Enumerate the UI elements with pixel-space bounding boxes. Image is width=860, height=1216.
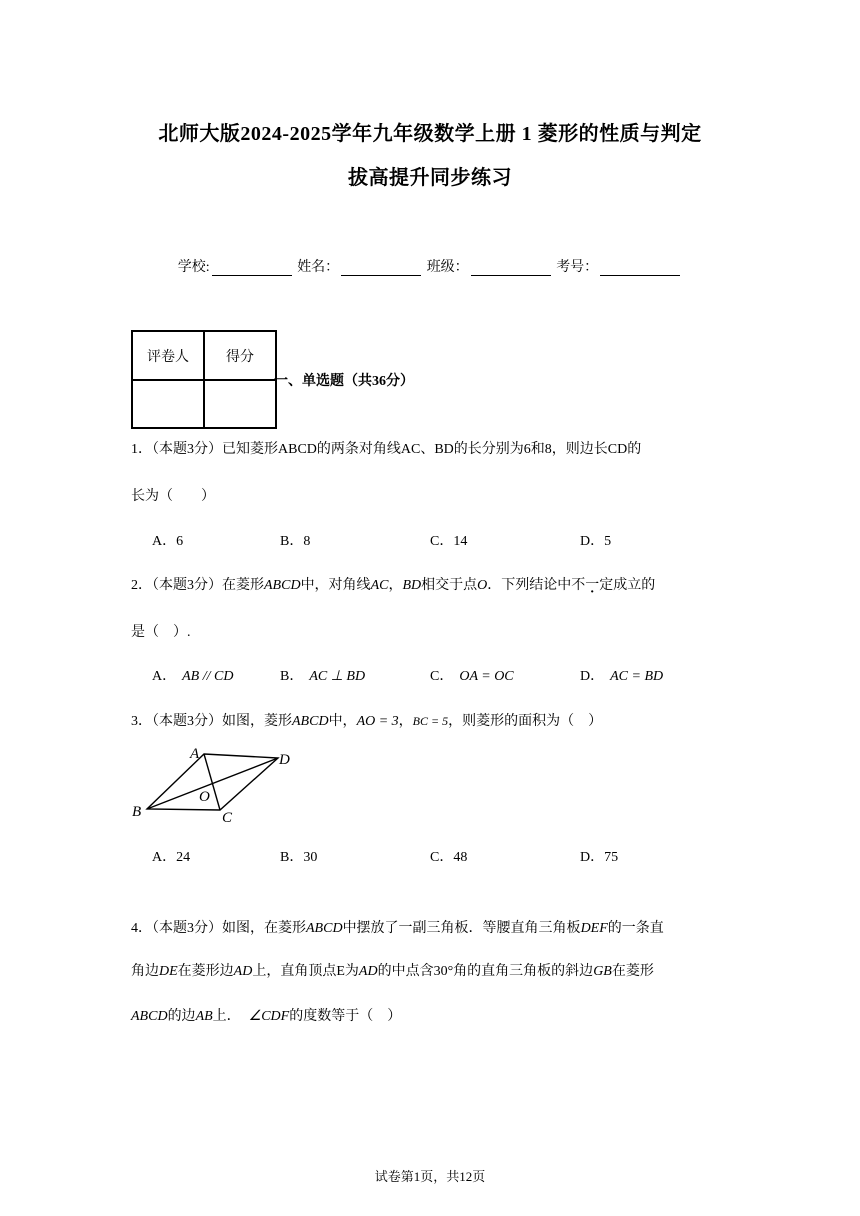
question-text: ．下列结论中 xyxy=(487,578,572,593)
school-blank[interactable] xyxy=(212,261,292,276)
question-text: 的边 xyxy=(167,1009,196,1024)
q3-option-a[interactable]: A．24 xyxy=(152,850,191,865)
question-text: 在菱形 xyxy=(222,578,264,593)
student-info-row xyxy=(0,256,860,276)
question-number: 1． xyxy=(131,442,152,457)
question-points: （本题3分） xyxy=(152,442,222,457)
diagonal-bd xyxy=(147,758,278,809)
math-bd: BD xyxy=(402,578,422,593)
q2-option-b[interactable] xyxy=(280,665,365,685)
question-1 xyxy=(131,440,741,460)
option-label: C． xyxy=(430,669,454,684)
question-text: 上，直角顶点E为 xyxy=(252,964,359,979)
class-label: 班级： xyxy=(426,260,469,275)
question-number: 4． xyxy=(131,921,152,936)
question-number: 2． xyxy=(131,578,152,593)
q1-option-c[interactable]: C．14 xyxy=(430,534,468,549)
label-a: A xyxy=(190,746,200,762)
question-4-line2 xyxy=(131,962,741,982)
question-text: 成立的 xyxy=(613,578,656,593)
question-3 xyxy=(131,711,741,732)
name-label: 姓名： xyxy=(297,260,340,275)
question-2 xyxy=(131,576,741,596)
section-heading: 一、单选题（共36分） xyxy=(274,374,414,389)
page-footer: 试卷第1页，共12页 xyxy=(374,1169,486,1184)
question-text: 的度数等于（ ） xyxy=(289,1009,402,1024)
option-expr: OA = OC xyxy=(459,669,514,684)
option-expr: AB // CD xyxy=(182,669,234,684)
question-text: 在菱形 xyxy=(611,964,654,979)
question-text: 如图，在菱形 xyxy=(222,921,306,936)
option-label: D． xyxy=(580,669,605,684)
name-blank[interactable] xyxy=(341,261,421,276)
question-text: 上． xyxy=(212,1009,241,1024)
score-cell[interactable] xyxy=(204,380,276,428)
math-o: O xyxy=(477,578,488,593)
math-abcd: ABCD xyxy=(264,578,301,593)
question-text: 已知菱形ABCD的两条对角线AC、BD的长分别为6和8，则边长CD的 xyxy=(222,442,642,457)
question-text: ， xyxy=(388,578,403,593)
rhombus-figure xyxy=(128,742,298,827)
q2-option-a[interactable] xyxy=(152,665,233,685)
label-o: O xyxy=(199,789,210,805)
question-text: ， xyxy=(398,714,413,729)
question-points: （本题3分） xyxy=(152,578,222,593)
label-b: B xyxy=(132,804,142,820)
score-header: 得分 xyxy=(204,331,276,380)
math-abcd: ABCD xyxy=(306,921,343,936)
math-ao: AO = 3 xyxy=(356,714,399,729)
math-bc: BC = 5 xyxy=(412,714,449,728)
class-blank[interactable] xyxy=(471,261,551,276)
math-ad: AD xyxy=(358,964,378,979)
option-expr: AC ⊥ BD xyxy=(309,669,366,684)
question-points: （本题3分） xyxy=(152,921,222,936)
option-label: A． xyxy=(152,669,177,684)
question-number: 3． xyxy=(131,714,152,729)
math-def: DEF xyxy=(580,921,608,936)
question-text: 如图，菱形 xyxy=(222,714,292,729)
question-text: ，则菱形的面积为（ ） xyxy=(448,714,603,729)
q3-option-d[interactable]: D．75 xyxy=(580,850,619,865)
exam-number-blank[interactable] xyxy=(600,261,680,276)
q1-option-d[interactable]: D．5 xyxy=(580,534,612,549)
option-expr: AC = BD xyxy=(610,669,664,684)
math-ac: AC xyxy=(370,578,389,593)
grader-header: 评卷人 xyxy=(132,331,204,380)
emphasis-text: 不一定 xyxy=(571,578,614,593)
q2-option-d[interactable] xyxy=(580,665,663,685)
q1-option-b[interactable]: B．8 xyxy=(280,534,311,549)
math-abcd: ABCD xyxy=(292,714,329,729)
score-table xyxy=(131,330,277,429)
label-c: C xyxy=(222,810,233,826)
option-label: B． xyxy=(280,669,304,684)
q1-option-a[interactable]: A．6 xyxy=(152,534,184,549)
question-4-line1 xyxy=(131,919,741,939)
grader-cell[interactable] xyxy=(132,380,204,428)
question-2-continuation: 是（ ）. xyxy=(131,625,191,640)
page-title-line1: 北师大版2024-2025学年九年级数学上册 1 菱形的性质与判定 xyxy=(158,123,702,145)
math-abcd: ABCD xyxy=(131,1009,168,1024)
question-4-line3 xyxy=(131,1007,741,1027)
q2-option-c[interactable] xyxy=(430,665,514,685)
question-points: （本题3分） xyxy=(152,714,222,729)
label-d: D xyxy=(279,752,290,768)
school-label: 学校: xyxy=(177,260,210,275)
math-angle-cdf: ∠CDF xyxy=(248,1009,290,1024)
question-text: 中摆放了一副三角板．等腰直角三角板 xyxy=(342,921,581,936)
math-de: DE xyxy=(159,964,178,979)
question-text: 的中点含30°角的直角三角板的斜边 xyxy=(377,964,594,979)
q3-option-b[interactable]: B．30 xyxy=(280,850,318,865)
math-ab: AB xyxy=(195,1009,213,1024)
question-text: 中， xyxy=(328,714,357,729)
math-gb: GB xyxy=(593,964,612,979)
math-ad: AD xyxy=(233,964,253,979)
exam-number-label: 考号： xyxy=(556,260,599,275)
question-1-continuation: 长为（ ） xyxy=(131,489,215,504)
question-text: 中，对角线 xyxy=(300,578,371,593)
q3-option-c[interactable]: C．48 xyxy=(430,850,468,865)
page-title-line2: 拔高提升同步练习 xyxy=(348,167,512,189)
question-text: 角边 xyxy=(131,964,159,979)
question-text: 的一条直 xyxy=(607,921,664,936)
question-text: 相交于点 xyxy=(421,578,478,593)
question-text: 在菱形边 xyxy=(177,964,234,979)
